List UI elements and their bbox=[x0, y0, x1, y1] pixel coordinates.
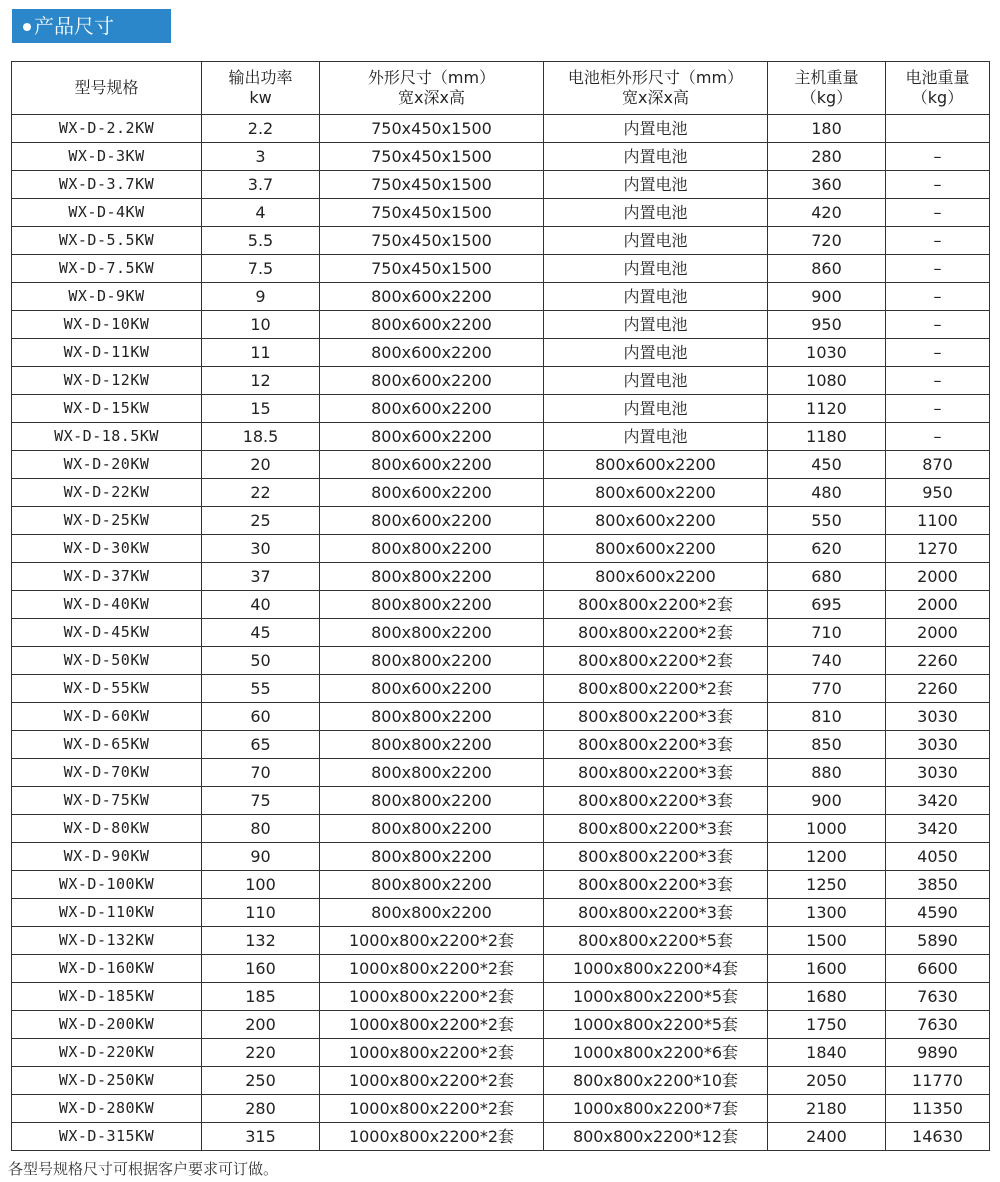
header-host-weight: 主机重量 （kg） bbox=[768, 62, 886, 115]
table-row bbox=[12, 311, 990, 339]
cell-host-weight: 1000 bbox=[768, 815, 886, 843]
cell-dimensions: 800x800x2200 bbox=[320, 759, 544, 787]
cell-output-power: 3 bbox=[202, 143, 320, 171]
cell-dimensions: 750x450x1500 bbox=[320, 227, 544, 255]
cell-output-power: 160 bbox=[202, 955, 320, 983]
cell-model: WX-D-220KW bbox=[12, 1039, 202, 1067]
table-row bbox=[12, 871, 990, 899]
cell-model: WX-D-25KW bbox=[12, 507, 202, 535]
cell-host-weight: 950 bbox=[768, 311, 886, 339]
cell-host-weight: 1300 bbox=[768, 899, 886, 927]
cell-battery-weight: 5890 bbox=[886, 927, 990, 955]
cell-battery-weight: – bbox=[886, 255, 990, 283]
cell-battery-weight: 4050 bbox=[886, 843, 990, 871]
cell-output-power: 220 bbox=[202, 1039, 320, 1067]
cell-dimensions: 800x600x2200 bbox=[320, 479, 544, 507]
cell-host-weight: 1500 bbox=[768, 927, 886, 955]
cell-battery-cabinet: 800x800x2200*2套 bbox=[544, 591, 768, 619]
cell-dimensions: 800x600x2200 bbox=[320, 507, 544, 535]
cell-output-power: 65 bbox=[202, 731, 320, 759]
cell-battery-cabinet: 内置电池 bbox=[544, 115, 768, 143]
cell-dimensions: 1000x800x2200*2套 bbox=[320, 927, 544, 955]
table-row bbox=[12, 507, 990, 535]
cell-dimensions: 800x800x2200 bbox=[320, 647, 544, 675]
cell-output-power: 55 bbox=[202, 675, 320, 703]
cell-battery-cabinet: 800x600x2200 bbox=[544, 451, 768, 479]
cell-battery-cabinet: 800x800x2200*2套 bbox=[544, 647, 768, 675]
cell-battery-cabinet: 内置电池 bbox=[544, 423, 768, 451]
cell-output-power: 75 bbox=[202, 787, 320, 815]
cell-dimensions: 750x450x1500 bbox=[320, 143, 544, 171]
cell-model: WX-D-2.2KW bbox=[12, 115, 202, 143]
table-row bbox=[12, 591, 990, 619]
cell-battery-weight: 870 bbox=[886, 451, 990, 479]
cell-battery-weight: – bbox=[886, 311, 990, 339]
table-row bbox=[12, 423, 990, 451]
cell-battery-weight: 7630 bbox=[886, 1011, 990, 1039]
cell-battery-weight: 6600 bbox=[886, 955, 990, 983]
cell-output-power: 100 bbox=[202, 871, 320, 899]
cell-model: WX-D-132KW bbox=[12, 927, 202, 955]
cell-dimensions: 800x600x2200 bbox=[320, 675, 544, 703]
cell-battery-cabinet: 800x800x2200*12套 bbox=[544, 1123, 768, 1151]
cell-host-weight: 680 bbox=[768, 563, 886, 591]
section-title-tag bbox=[12, 9, 171, 43]
cell-dimensions: 1000x800x2200*2套 bbox=[320, 1067, 544, 1095]
table-row bbox=[12, 143, 990, 171]
cell-model: WX-D-12KW bbox=[12, 367, 202, 395]
cell-battery-cabinet: 800x600x2200 bbox=[544, 507, 768, 535]
cell-output-power: 50 bbox=[202, 647, 320, 675]
cell-model: WX-D-250KW bbox=[12, 1067, 202, 1095]
cell-model: WX-D-185KW bbox=[12, 983, 202, 1011]
cell-battery-cabinet: 800x800x2200*2套 bbox=[544, 619, 768, 647]
table-row bbox=[12, 199, 990, 227]
cell-dimensions: 1000x800x2200*2套 bbox=[320, 955, 544, 983]
cell-output-power: 250 bbox=[202, 1067, 320, 1095]
cell-dimensions: 1000x800x2200*2套 bbox=[320, 983, 544, 1011]
cell-host-weight: 880 bbox=[768, 759, 886, 787]
cell-model: WX-D-80KW bbox=[12, 815, 202, 843]
cell-output-power: 45 bbox=[202, 619, 320, 647]
cell-output-power: 10 bbox=[202, 311, 320, 339]
cell-battery-cabinet: 1000x800x2200*7套 bbox=[544, 1095, 768, 1123]
cell-output-power: 5.5 bbox=[202, 227, 320, 255]
cell-model: WX-D-110KW bbox=[12, 899, 202, 927]
cell-output-power: 15 bbox=[202, 395, 320, 423]
cell-battery-weight: 1100 bbox=[886, 507, 990, 535]
cell-battery-weight: 4590 bbox=[886, 899, 990, 927]
cell-battery-cabinet: 1000x800x2200*6套 bbox=[544, 1039, 768, 1067]
cell-output-power: 25 bbox=[202, 507, 320, 535]
cell-model: WX-D-60KW bbox=[12, 703, 202, 731]
cell-host-weight: 770 bbox=[768, 675, 886, 703]
cell-output-power: 200 bbox=[202, 1011, 320, 1039]
cell-battery-cabinet: 内置电池 bbox=[544, 199, 768, 227]
cell-battery-weight: 3030 bbox=[886, 759, 990, 787]
cell-host-weight: 900 bbox=[768, 283, 886, 311]
cell-battery-weight: 11770 bbox=[886, 1067, 990, 1095]
cell-battery-weight: 3420 bbox=[886, 787, 990, 815]
product-dimension-table bbox=[11, 61, 990, 1151]
cell-battery-weight: – bbox=[886, 395, 990, 423]
cell-battery-cabinet: 1000x800x2200*4套 bbox=[544, 955, 768, 983]
cell-model: WX-D-3.7KW bbox=[12, 171, 202, 199]
table-row bbox=[12, 227, 990, 255]
table-row bbox=[12, 647, 990, 675]
cell-host-weight: 1600 bbox=[768, 955, 886, 983]
table-row bbox=[12, 1067, 990, 1095]
cell-battery-weight: 3420 bbox=[886, 815, 990, 843]
cell-battery-cabinet: 800x800x2200*10套 bbox=[544, 1067, 768, 1095]
cell-host-weight: 695 bbox=[768, 591, 886, 619]
table-row bbox=[12, 479, 990, 507]
cell-host-weight: 1250 bbox=[768, 871, 886, 899]
table-row bbox=[12, 731, 990, 759]
table-row bbox=[12, 1095, 990, 1123]
cell-model: WX-D-90KW bbox=[12, 843, 202, 871]
cell-battery-weight: – bbox=[886, 199, 990, 227]
cell-battery-cabinet: 800x800x2200*2套 bbox=[544, 675, 768, 703]
cell-model: WX-D-9KW bbox=[12, 283, 202, 311]
cell-model: WX-D-4KW bbox=[12, 199, 202, 227]
cell-battery-cabinet: 内置电池 bbox=[544, 311, 768, 339]
cell-dimensions: 800x800x2200 bbox=[320, 703, 544, 731]
cell-battery-weight: – bbox=[886, 171, 990, 199]
cell-dimensions: 800x600x2200 bbox=[320, 451, 544, 479]
cell-battery-cabinet: 内置电池 bbox=[544, 367, 768, 395]
cell-host-weight: 1840 bbox=[768, 1039, 886, 1067]
cell-battery-cabinet: 800x800x2200*3套 bbox=[544, 815, 768, 843]
cell-model: WX-D-100KW bbox=[12, 871, 202, 899]
table-row bbox=[12, 815, 990, 843]
cell-output-power: 20 bbox=[202, 451, 320, 479]
cell-host-weight: 720 bbox=[768, 227, 886, 255]
cell-host-weight: 480 bbox=[768, 479, 886, 507]
cell-dimensions: 750x450x1500 bbox=[320, 115, 544, 143]
cell-battery-cabinet: 内置电池 bbox=[544, 143, 768, 171]
cell-dimensions: 800x800x2200 bbox=[320, 731, 544, 759]
table-row bbox=[12, 283, 990, 311]
cell-model: WX-D-11KW bbox=[12, 339, 202, 367]
cell-host-weight: 420 bbox=[768, 199, 886, 227]
cell-dimensions: 800x600x2200 bbox=[320, 423, 544, 451]
cell-output-power: 2.2 bbox=[202, 115, 320, 143]
table-row bbox=[12, 367, 990, 395]
cell-battery-weight: 2000 bbox=[886, 619, 990, 647]
cell-output-power: 315 bbox=[202, 1123, 320, 1151]
cell-battery-weight: 950 bbox=[886, 479, 990, 507]
cell-model: WX-D-20KW bbox=[12, 451, 202, 479]
cell-output-power: 22 bbox=[202, 479, 320, 507]
cell-dimensions: 1000x800x2200*2套 bbox=[320, 1095, 544, 1123]
cell-battery-cabinet: 800x800x2200*3套 bbox=[544, 759, 768, 787]
cell-host-weight: 740 bbox=[768, 647, 886, 675]
cell-host-weight: 1750 bbox=[768, 1011, 886, 1039]
cell-battery-cabinet: 内置电池 bbox=[544, 227, 768, 255]
cell-battery-cabinet: 800x800x2200*3套 bbox=[544, 787, 768, 815]
cell-output-power: 30 bbox=[202, 535, 320, 563]
cell-host-weight: 360 bbox=[768, 171, 886, 199]
cell-battery-cabinet: 内置电池 bbox=[544, 395, 768, 423]
table-row bbox=[12, 703, 990, 731]
table-row bbox=[12, 675, 990, 703]
cell-battery-weight: 1270 bbox=[886, 535, 990, 563]
cell-model: WX-D-50KW bbox=[12, 647, 202, 675]
cell-battery-weight: – bbox=[886, 367, 990, 395]
cell-dimensions: 800x800x2200 bbox=[320, 619, 544, 647]
cell-battery-weight: – bbox=[886, 423, 990, 451]
table-row bbox=[12, 955, 990, 983]
cell-dimensions: 750x450x1500 bbox=[320, 199, 544, 227]
cell-battery-cabinet: 800x800x2200*5套 bbox=[544, 927, 768, 955]
cell-output-power: 4 bbox=[202, 199, 320, 227]
table-row bbox=[12, 339, 990, 367]
cell-dimensions: 1000x800x2200*2套 bbox=[320, 1039, 544, 1067]
cell-model: WX-D-5.5KW bbox=[12, 227, 202, 255]
cell-output-power: 90 bbox=[202, 843, 320, 871]
cell-model: WX-D-15KW bbox=[12, 395, 202, 423]
cell-model: WX-D-10KW bbox=[12, 311, 202, 339]
cell-model: WX-D-160KW bbox=[12, 955, 202, 983]
cell-dimensions: 800x800x2200 bbox=[320, 591, 544, 619]
cell-battery-weight: 9890 bbox=[886, 1039, 990, 1067]
cell-host-weight: 1680 bbox=[768, 983, 886, 1011]
cell-dimensions: 800x800x2200 bbox=[320, 787, 544, 815]
cell-model: WX-D-3KW bbox=[12, 143, 202, 171]
cell-host-weight: 550 bbox=[768, 507, 886, 535]
cell-battery-cabinet: 800x800x2200*3套 bbox=[544, 703, 768, 731]
cell-dimensions: 800x800x2200 bbox=[320, 899, 544, 927]
cell-host-weight: 900 bbox=[768, 787, 886, 815]
cell-dimensions: 800x600x2200 bbox=[320, 339, 544, 367]
cell-battery-cabinet: 800x800x2200*3套 bbox=[544, 899, 768, 927]
cell-model: WX-D-45KW bbox=[12, 619, 202, 647]
cell-output-power: 18.5 bbox=[202, 423, 320, 451]
cell-host-weight: 1200 bbox=[768, 843, 886, 871]
cell-dimensions: 800x600x2200 bbox=[320, 283, 544, 311]
cell-host-weight: 1080 bbox=[768, 367, 886, 395]
cell-dimensions: 800x800x2200 bbox=[320, 871, 544, 899]
cell-model: WX-D-315KW bbox=[12, 1123, 202, 1151]
cell-battery-weight: – bbox=[886, 283, 990, 311]
cell-battery-weight: 2260 bbox=[886, 675, 990, 703]
cell-battery-cabinet: 800x800x2200*3套 bbox=[544, 843, 768, 871]
cell-model: WX-D-40KW bbox=[12, 591, 202, 619]
cell-model: WX-D-70KW bbox=[12, 759, 202, 787]
table-row bbox=[12, 619, 990, 647]
cell-model: WX-D-65KW bbox=[12, 731, 202, 759]
cell-dimensions: 800x800x2200 bbox=[320, 535, 544, 563]
cell-battery-cabinet: 内置电池 bbox=[544, 339, 768, 367]
cell-battery-cabinet: 内置电池 bbox=[544, 283, 768, 311]
cell-model: WX-D-75KW bbox=[12, 787, 202, 815]
cell-dimensions: 750x450x1500 bbox=[320, 171, 544, 199]
cell-battery-cabinet: 1000x800x2200*5套 bbox=[544, 983, 768, 1011]
cell-output-power: 11 bbox=[202, 339, 320, 367]
cell-battery-weight: – bbox=[886, 143, 990, 171]
cell-output-power: 80 bbox=[202, 815, 320, 843]
cell-host-weight: 1030 bbox=[768, 339, 886, 367]
cell-output-power: 40 bbox=[202, 591, 320, 619]
table-row bbox=[12, 451, 990, 479]
table-row bbox=[12, 535, 990, 563]
cell-battery-weight: 14630 bbox=[886, 1123, 990, 1151]
cell-battery-weight: 7630 bbox=[886, 983, 990, 1011]
table-row bbox=[12, 787, 990, 815]
cell-host-weight: 850 bbox=[768, 731, 886, 759]
header-battery-weight: 电池重量 （kg） bbox=[886, 62, 990, 115]
cell-battery-cabinet: 800x600x2200 bbox=[544, 563, 768, 591]
cell-battery-weight: 11350 bbox=[886, 1095, 990, 1123]
bullet-dot-icon bbox=[23, 23, 31, 31]
cell-battery-weight: – bbox=[886, 227, 990, 255]
cell-host-weight: 1180 bbox=[768, 423, 886, 451]
cell-host-weight: 620 bbox=[768, 535, 886, 563]
cell-battery-weight: – bbox=[886, 339, 990, 367]
cell-battery-cabinet: 内置电池 bbox=[544, 255, 768, 283]
table-row bbox=[12, 843, 990, 871]
header-output-power: 输出功率 kw bbox=[202, 62, 320, 115]
cell-host-weight: 180 bbox=[768, 115, 886, 143]
cell-host-weight: 1120 bbox=[768, 395, 886, 423]
cell-output-power: 12 bbox=[202, 367, 320, 395]
cell-model: WX-D-37KW bbox=[12, 563, 202, 591]
table-row bbox=[12, 927, 990, 955]
cell-host-weight: 280 bbox=[768, 143, 886, 171]
cell-output-power: 185 bbox=[202, 983, 320, 1011]
cell-dimensions: 800x800x2200 bbox=[320, 563, 544, 591]
cell-battery-weight: 3030 bbox=[886, 731, 990, 759]
cell-output-power: 280 bbox=[202, 1095, 320, 1123]
table-row bbox=[12, 1011, 990, 1039]
cell-output-power: 110 bbox=[202, 899, 320, 927]
cell-model: WX-D-200KW bbox=[12, 1011, 202, 1039]
table-row bbox=[12, 759, 990, 787]
cell-battery-cabinet: 内置电池 bbox=[544, 171, 768, 199]
cell-dimensions: 800x600x2200 bbox=[320, 367, 544, 395]
table-row bbox=[12, 563, 990, 591]
cell-battery-weight: 3030 bbox=[886, 703, 990, 731]
cell-output-power: 132 bbox=[202, 927, 320, 955]
cell-battery-cabinet: 800x800x2200*3套 bbox=[544, 731, 768, 759]
cell-battery-weight bbox=[886, 115, 990, 143]
cell-battery-cabinet: 800x600x2200 bbox=[544, 479, 768, 507]
table-row bbox=[12, 1123, 990, 1151]
cell-dimensions: 800x800x2200 bbox=[320, 843, 544, 871]
cell-dimensions: 1000x800x2200*2套 bbox=[320, 1011, 544, 1039]
footnote: 各型号规格尺寸可根据客户要求可订做。 bbox=[8, 1160, 279, 1178]
table-row bbox=[12, 115, 990, 143]
cell-host-weight: 2180 bbox=[768, 1095, 886, 1123]
cell-model: WX-D-22KW bbox=[12, 479, 202, 507]
cell-dimensions: 750x450x1500 bbox=[320, 255, 544, 283]
header-model: 型号规格 bbox=[12, 62, 202, 115]
cell-battery-weight: 3850 bbox=[886, 871, 990, 899]
table-header-row bbox=[12, 62, 990, 115]
cell-model: WX-D-7.5KW bbox=[12, 255, 202, 283]
table-row bbox=[12, 983, 990, 1011]
cell-battery-weight: 2000 bbox=[886, 591, 990, 619]
section-title: 产品尺寸 bbox=[34, 14, 114, 38]
cell-output-power: 3.7 bbox=[202, 171, 320, 199]
cell-dimensions: 800x600x2200 bbox=[320, 395, 544, 423]
cell-host-weight: 710 bbox=[768, 619, 886, 647]
table-row bbox=[12, 255, 990, 283]
table-row bbox=[12, 1039, 990, 1067]
table-row bbox=[12, 395, 990, 423]
cell-model: WX-D-55KW bbox=[12, 675, 202, 703]
cell-model: WX-D-280KW bbox=[12, 1095, 202, 1123]
cell-host-weight: 2050 bbox=[768, 1067, 886, 1095]
cell-battery-cabinet: 800x800x2200*3套 bbox=[544, 871, 768, 899]
cell-battery-cabinet: 800x600x2200 bbox=[544, 535, 768, 563]
cell-output-power: 37 bbox=[202, 563, 320, 591]
table-row bbox=[12, 171, 990, 199]
cell-output-power: 60 bbox=[202, 703, 320, 731]
cell-battery-weight: 2260 bbox=[886, 647, 990, 675]
cell-dimensions: 800x600x2200 bbox=[320, 311, 544, 339]
cell-dimensions: 1000x800x2200*2套 bbox=[320, 1123, 544, 1151]
cell-battery-cabinet: 1000x800x2200*5套 bbox=[544, 1011, 768, 1039]
cell-model: WX-D-18.5KW bbox=[12, 423, 202, 451]
cell-host-weight: 450 bbox=[768, 451, 886, 479]
table-row bbox=[12, 899, 990, 927]
cell-dimensions: 800x800x2200 bbox=[320, 815, 544, 843]
cell-battery-weight: 2000 bbox=[886, 563, 990, 591]
cell-host-weight: 810 bbox=[768, 703, 886, 731]
cell-host-weight: 2400 bbox=[768, 1123, 886, 1151]
header-dimensions: 外形尺寸（mm） 宽x深x高 bbox=[320, 62, 544, 115]
cell-output-power: 7.5 bbox=[202, 255, 320, 283]
header-battery-cabinet-dimensions: 电池柜外形尺寸（mm） 宽x深x高 bbox=[544, 62, 768, 115]
cell-output-power: 70 bbox=[202, 759, 320, 787]
cell-host-weight: 860 bbox=[768, 255, 886, 283]
cell-model: WX-D-30KW bbox=[12, 535, 202, 563]
cell-output-power: 9 bbox=[202, 283, 320, 311]
